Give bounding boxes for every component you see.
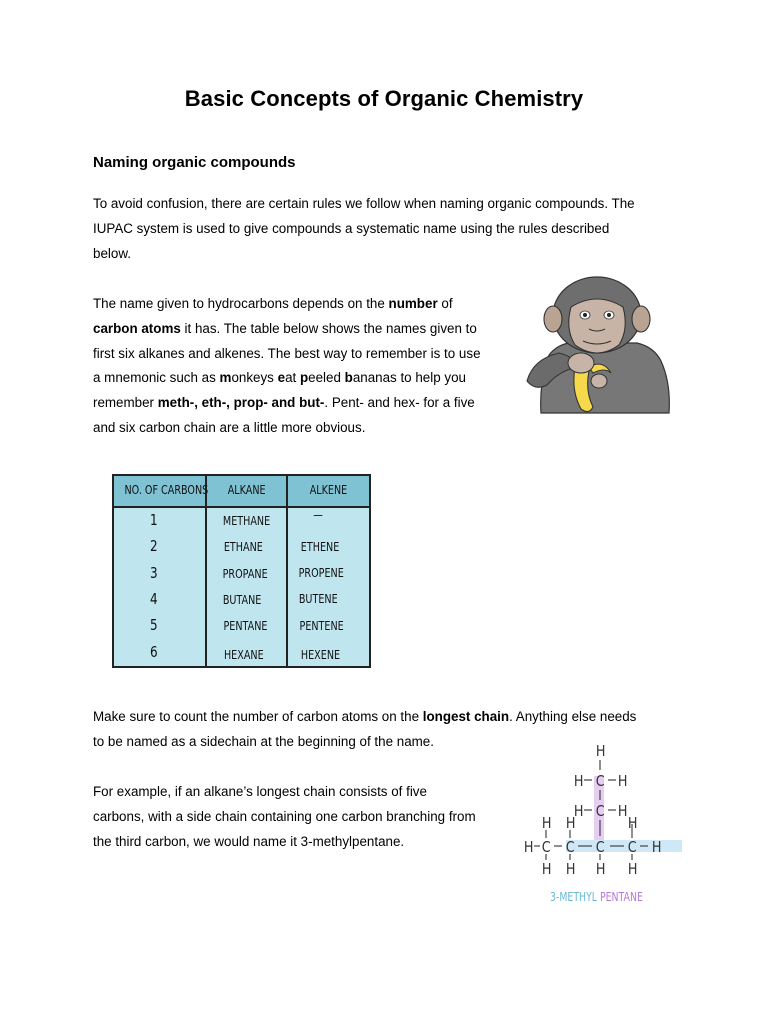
table-row-4-alkene: BUTENE — [298, 592, 338, 606]
atom-h: H — [627, 860, 638, 878]
atom-h: H — [595, 742, 606, 760]
atom-h: H — [617, 772, 628, 790]
carbon-names-table — [112, 474, 371, 668]
header-alkane: ALKANE — [227, 483, 266, 497]
mnemonic-line-6: and six carbon chain are a little more obvious. — [93, 419, 366, 435]
atom-c: C — [595, 802, 605, 820]
table-row-2-n: 2 — [150, 537, 158, 555]
intro-line-2: IUPAC system is used to give compounds a systematic name using the rules described — [93, 220, 610, 236]
monkey-illustration — [519, 263, 679, 420]
header-carbons: NO. OF CARBONS — [124, 483, 209, 497]
mnemonic-line-4: a mnemonic such as monkeys eat peeled bananas to help you — [93, 370, 466, 386]
mnemonic-line-2: carbon atoms it has. The table below shows the names given to — [93, 320, 477, 336]
table-row-6-alkene: HEXENE — [300, 648, 340, 662]
atom-c: C — [541, 838, 551, 856]
table-row-6-alkane: HEXANE — [223, 648, 264, 662]
atom-h: H — [541, 814, 552, 832]
mnemonic-line-3: first six alkanes and alkenes. The best way to remember is to use — [93, 345, 481, 361]
monkey-hand — [568, 353, 594, 373]
mnemonic-line-5: remember meth-, eth-, prop- and but-. Pent- and hex- for a five — [93, 395, 475, 411]
atom-h: H — [651, 838, 662, 856]
monkey-face — [569, 299, 626, 353]
section-heading: Naming organic compounds — [93, 154, 296, 171]
atom-h: H — [617, 802, 628, 820]
atom-c: C — [595, 838, 605, 856]
atom-h: H — [565, 814, 576, 832]
table-row-3-alkene: PROPENE — [298, 566, 344, 580]
example-line-2: carbons, with a side chain containing one carbon branching from — [93, 808, 476, 824]
caption-methyl: 3-METHYL — [550, 890, 600, 904]
methylpentane-diagram — [520, 740, 682, 915]
molecule-caption — [550, 890, 643, 904]
monkey-left-ear — [544, 306, 562, 332]
atom-c: C — [627, 838, 637, 856]
table-row-2-alkane: ETHANE — [224, 540, 263, 554]
table-row-6-n: 6 — [150, 643, 158, 661]
atom-h: H — [573, 772, 584, 790]
intro-line-3: below. — [93, 245, 131, 261]
table-row-5-n: 5 — [150, 616, 158, 634]
example-line-1: For example, if an alkane’s longest chain consists of five — [93, 784, 427, 799]
atom-c: C — [565, 838, 575, 856]
caption-pentane: PENTANE — [599, 890, 643, 904]
mnemonic-paragraph — [93, 292, 513, 441]
mnemonic-line-1: The name given to hydrocarbons depends on the number of — [93, 296, 453, 311]
atom-h: H — [627, 814, 638, 832]
table-row-4-n: 4 — [150, 590, 158, 608]
table-row-3-alkane: PROPANE — [222, 567, 268, 581]
header-alkene: ALKENE — [309, 483, 348, 497]
example-line-3: the third carbon, we would name it 3-methylpentane. — [93, 833, 405, 849]
atom-h: H — [541, 860, 552, 878]
longest-chain-line-1: Make sure to count the number of carbon atoms on the longest chain. Anything else needs — [93, 709, 637, 724]
atom-h: H — [523, 838, 534, 856]
atom-h: H — [565, 860, 576, 878]
table-row-4-alkane: BUTANE — [222, 593, 262, 607]
monkey-right-ear — [632, 306, 650, 332]
table-row-2-alkene: ETHENE — [300, 540, 340, 554]
table-row-1-alkene: — — [313, 508, 323, 522]
longest-chain-line-2: to be named as a sidechain at the beginning of the name. — [93, 733, 434, 749]
table-row-3-n: 3 — [150, 564, 158, 582]
page-title: Basic Concepts of Organic Chemistry — [184, 86, 584, 111]
intro-line-1: To avoid confusion, there are certain rules we follow when naming organic compounds. The — [93, 196, 635, 211]
table-row-5-alkene: PENTENE — [299, 619, 345, 633]
table-row-1-alkane: METHANE — [222, 514, 271, 528]
atom-h: H — [573, 802, 584, 820]
atom-h: H — [595, 860, 606, 878]
table-row-1-n: 1 — [150, 511, 158, 529]
intro-paragraph — [93, 192, 693, 266]
table-row-5-alkane: PENTANE — [223, 619, 268, 633]
example-paragraph — [93, 780, 513, 854]
atom-c: C — [595, 772, 605, 790]
